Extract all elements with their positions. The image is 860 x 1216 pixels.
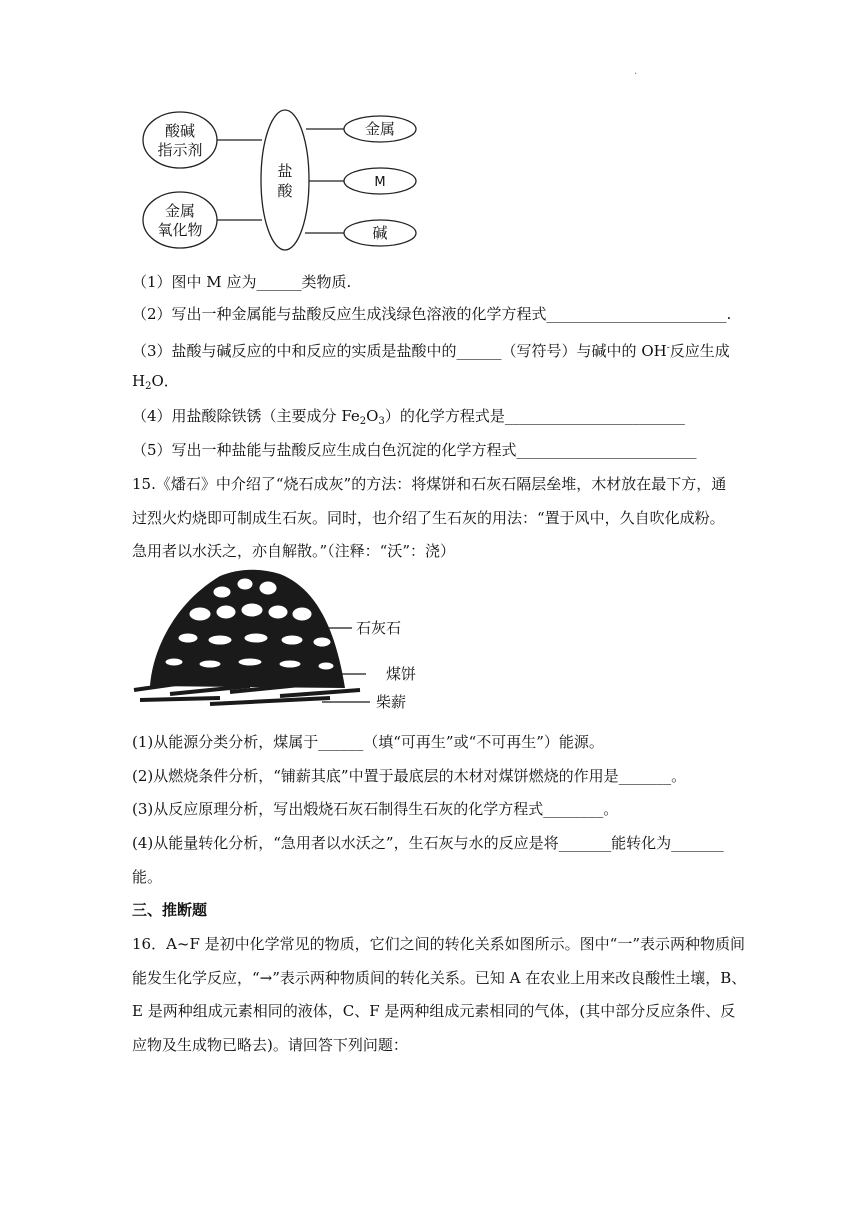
- base-label: 碱: [372, 224, 388, 242]
- indicator-label-2: 指示剂: [157, 141, 203, 159]
- hcl-label-1: 盐: [277, 162, 293, 180]
- q16-stem-line2: 能发生化学反应，“→”表示两种物质间的转化关系。已知 A 在农业上用来改良酸性土壤，B、: [132, 969, 747, 987]
- q15-part4-cont: 能。: [132, 868, 163, 886]
- indicator-label-1: 酸碱: [164, 122, 196, 140]
- q15-stem-line1: 15.《燔石》中介绍了“烧石成灰”的方法：将煤饼和石灰石隔层垒堆，木材放在最下方，通: [132, 475, 727, 493]
- q15-stem-line2: 过烈火灼烧即可制成生石灰。同时，也介绍了生石灰的用法：“置于风中，久自吹化成粉。: [132, 509, 725, 527]
- q15-part1: (1)从能源分类分析，煤属于______（填“可再生”或“不可再生”）能源。: [132, 733, 604, 751]
- label-limestone: 石灰石: [356, 619, 402, 637]
- metal-label: 金属: [364, 120, 396, 138]
- q16-stem-line1: 16．A~F 是初中化学常见的物质，它们之间的转化关系如图所示。图中“一”表示两种物质间: [132, 935, 746, 953]
- q15-part4: (4)从能量转化分析，“急用者以水沃之”，生石灰与水的反应是将_______能转化为_______: [132, 834, 724, 852]
- label-firewood: 柴薪: [376, 693, 407, 711]
- q14-part3: （3）盐酸与碱反应的中和反应的实质是盐酸中的______（写符号）与碱中的 OH-反应生成: [132, 342, 730, 360]
- lime-kiln-illustration: [130, 566, 430, 714]
- q16-stem-line3: E 是两种组成元素相同的液体，C、F 是两种组成元素相同的气体，(其中部分反应条件、反: [132, 1002, 736, 1020]
- hydrochloric-acid-relation-diagram: [140, 108, 430, 256]
- q16-stem-line4: 应物及生成物已略去)。请回答下列问题：: [132, 1036, 408, 1054]
- page-marker: .: [634, 66, 638, 77]
- hcl-label-2: 酸: [277, 182, 293, 200]
- q14-part4: （4）用盐酸除铁锈（主要成分 $Fe_2O_3$）的化学方程式是________________________: [132, 407, 685, 427]
- m-label: M: [374, 175, 386, 190]
- q14-part1: （1）图中 M 应为______类物质.: [132, 273, 352, 291]
- metal-oxide-label-1: 金属: [164, 202, 196, 220]
- label-coal-cake: 煤饼: [386, 665, 417, 683]
- q15-part3: (3)从反应原理分析，写出煅烧石灰石制得生石灰的化学方程式________。: [132, 800, 619, 818]
- section-heading-inference: 三、推断题: [132, 901, 208, 919]
- node-hcl: [261, 110, 309, 250]
- q14-part2: （2）写出一种金属能与盐酸反应生成浅绿色溶液的化学方程式________________________.: [132, 305, 732, 323]
- node-metal-oxide: [143, 192, 217, 248]
- q14-part5: （5）写出一种盐能与盐酸反应生成白色沉淀的化学方程式________________________: [132, 441, 697, 459]
- node-indicator: [143, 112, 217, 168]
- q15-stem-line3: 急用者以水沃之，亦自解散。”（注释：“沃”：浇）: [132, 542, 456, 560]
- q14-part3-cont: $H_2O$．: [132, 372, 179, 392]
- q15-part2: (2)从燃烧条件分析，“铺薪其底”中置于最底层的木材对煤饼燃烧的作用是_______。: [132, 767, 687, 785]
- metal-oxide-label-2: 氧化物: [157, 221, 203, 239]
